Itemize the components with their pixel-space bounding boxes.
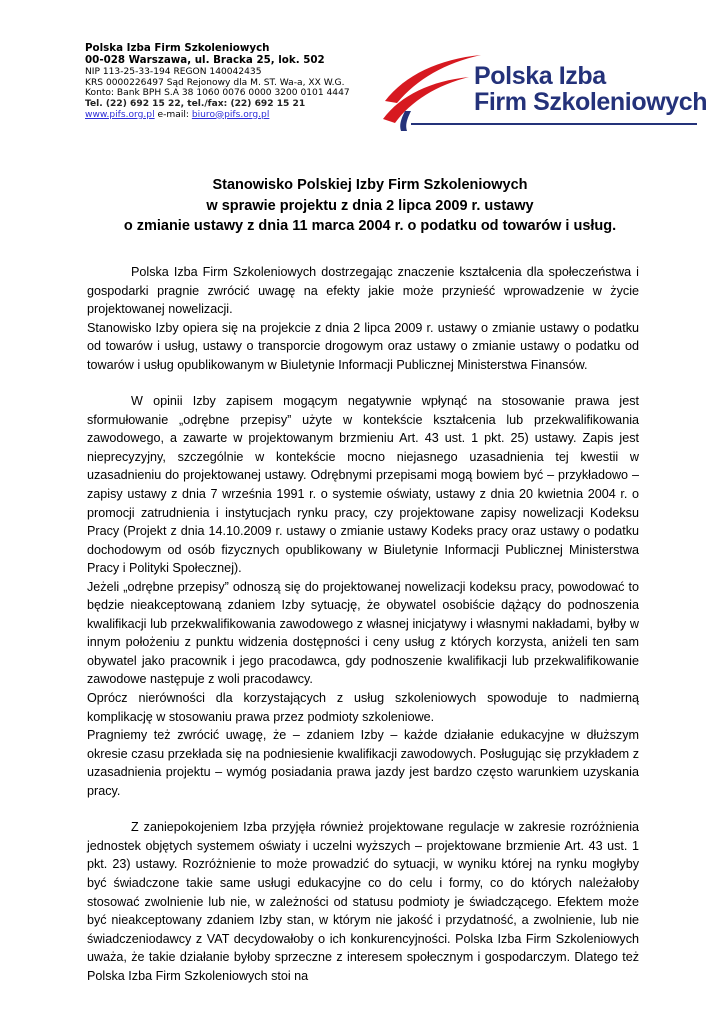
paragraph: Polska Izba Firm Szkoleniowych dostrzegając znaczenie kształcenia dla społeczeństwa i gospodarki pragnie zwrócić uwagę na efekty jakie może przynieść wprowadzenie w życie projektowanej nowelizacji.: [87, 265, 639, 317]
document-title: [80, 175, 660, 237]
paragraph: W opinii Izby zapisem mogącym negatywnie wpłynąć na stosowanie prawa jest sformułowanie „odrębne przepisy” użyte w kontekście kształcenia lub przekwalifikowania zawodowego, a zawarte w projektowanym brzmieniu Art. 43 ust. 1 pkt. 25) ustawy. Zapis jest nieprecyzyjny, szczególnie w kontekście mocno niejasnego uzasadnienia tej kwestii w uzasadnieniu do projektowanej ustawy. Odrębnymi przepisami mogą bowiem być – przykładowo – zapisy ustawy z dnia 7 września 1991 r. o systemie oświaty, ustawy z dnia 20 kwietnia 2004 r. o promocji zatrudnienia i instytucjach rynku pracy, czy projektowane zapisy nowelizacji Kodeksu Pracy (Projekt z dnia 14.10.2009 r. ustawy o zmianie ustawy Kodeks pracy oraz ustawy o podatku dochodowym od osób fizycznych opublikowany w Biuletynie Informacji Publicznej Ministerstwa Pracy i Polityki Społecznej).: [87, 394, 639, 576]
title-line-2: w sprawie projektu z dnia 2 lipca 2009 r. ustawy: [206, 197, 534, 214]
paragraph: Stanowisko Izby opiera się na projekcie z dnia 2 lipca 2009 r. ustawy o zmianie ustawy o podatku od towarów i usług, ustawy o transporcie drogowym oraz ustawy o zmianie ustawy o podatku od towarów i usług opublikowanym w Biuletynie Informacji Publicznej Ministerstwa Finansów.: [87, 320, 639, 372]
paragraph: Oprócz nierówności dla korzystających z usług szkoleniowych spowoduje to nadmierną komplikację w stosowaniu prawa przez podmioty szkoleniowe.: [87, 691, 639, 724]
website-link[interactable]: www.pifs.org.pl: [85, 109, 155, 120]
nip-regon: NIP 113-25-33-194 REGON 140042435: [85, 66, 262, 77]
letterhead: [85, 42, 385, 120]
paragraph: Jeżeli „odrębne przepisy” odnoszą się do projektowanej nowelizacji kodeksu pracy, powodować to będzie nieakceptowaną zdaniem Izby sytuację, że obywatel osobiście dążący do podnoszenia kwalifikacji lub przekwalifikowania zawodowego z własnej inicjatywy i własnymi nakładami, byłby w innym położeniu z punktu widzenia dostępności i ceny usług z których korzysta, aniżeli ten sam obywatel jako pracownik i jego pracodawca, gdy podnoszenie kwalifikacji lub przekwalifikowanie zawodowe następuje z woli pracodawcy.: [87, 579, 639, 687]
web-email-line: [85, 110, 385, 121]
org-address: 00-028 Warszawa, ul. Bracka 25, lok. 502: [85, 54, 325, 67]
paragraph: Pragniemy też zwrócić uwagę, że – zdaniem Izby – każde działanie edukacyjne w dłuższym okresie czasu przekłada się na podniesienie kwalifikacji zawodowych. Posługując się przykładem z uzasadnienia projektu – wymóg posiadania prawa jazdy jest bardzo często warunkiem uzyskania pracy.: [87, 728, 639, 798]
title-line-1: Stanowisko Polskiej Izby Firm Szkoleniowych: [212, 177, 528, 193]
logo-line-2: Firm Szkoleniowych: [474, 88, 708, 116]
logo-wordmark: [474, 63, 707, 115]
email-link[interactable]: biuro@pifs.org.pl: [191, 109, 270, 120]
title-line-3: o zmianie ustawy z dnia 11 marca 2004 r. o podatku od towarów i usług.: [123, 218, 617, 234]
document-body: [87, 263, 639, 985]
krs-number: KRS 0000226497 Sąd Rejonowy dla M. ST. Wa-a, XX W.G.: [85, 77, 345, 88]
bank-account: Konto: Bank BPH S.A 38 1060 0076 0000 3200 0101 4447: [85, 88, 350, 99]
phone-fax: Tel. (22) 692 15 22, tel./fax: (22) 692 15 21: [85, 98, 306, 109]
paragraph: Z zaniepokojeniem Izba przyjęła również projektowane regulacje w zakresie rozróżnienia jednostek objętych systemem oświaty i uczelni wyższych – projektowane brzmienie Art. 43 ust. 1 pkt. 23) ustawy. Rozróżnienie to może prowadzić do sytuacji, w wyniku której na rynku mogłyby być świadczone takie same usługi edukacyjne co do celu i formy, co do których należałoby stosować zwolnienie lub nie, w zależności od statusu podmioty je świadczącego. Efektem może być nieakceptowany zdaniem Izby stan, w którym nie jakość i przydatność, a zwolnienie, lub nie świadczeniodawcy z VAT decydowałoby o ich konkurencyjności. Polska Izba Firm Szkoleniowych uważa, że takie działanie byłoby sprzeczne z interesem społecznym i gospodarczym. Dlatego też Polska Izba Firm Szkoleniowych stoi na: [87, 820, 639, 983]
pifs-logo: [381, 53, 708, 133]
email-label: e-mail:: [157, 109, 189, 120]
org-name: Polska Izba Firm Szkoleniowych: [85, 42, 270, 54]
logo-line-1: Polska Izba: [474, 62, 606, 90]
